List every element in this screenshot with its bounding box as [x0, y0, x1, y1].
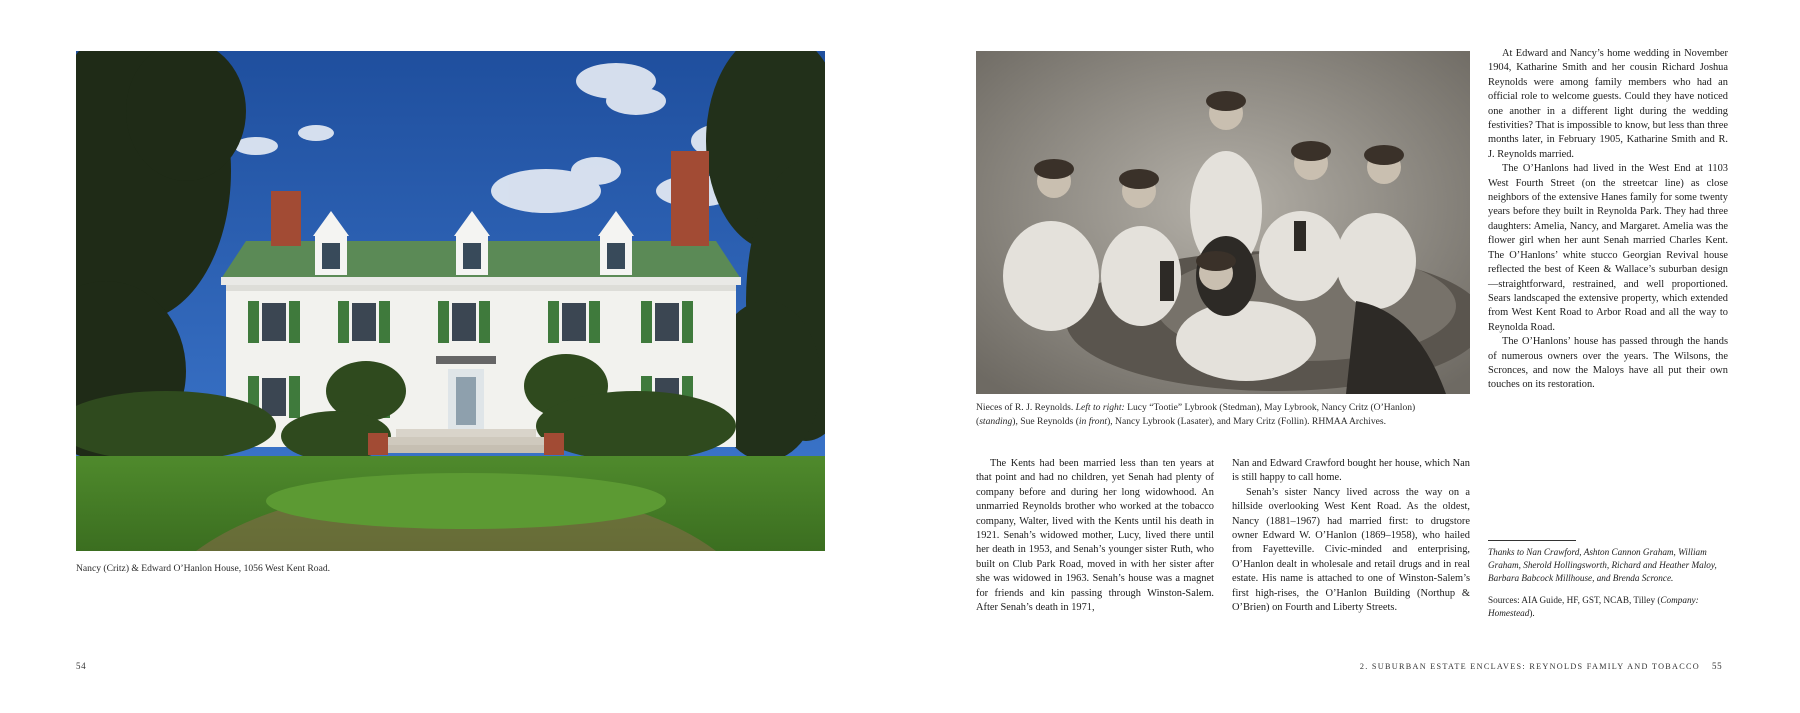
notes-block	[1488, 546, 1728, 628]
caption-part: ), Sue Reynolds (	[1012, 415, 1079, 427]
caption-part: Nieces of R. J. Reynolds.	[976, 402, 1076, 413]
running-head: 2. SUBURBAN ESTATE ENCLAVES: REYNOLDS FAMILY AND TOBACCO	[1359, 662, 1700, 671]
caption-part: standing	[979, 415, 1013, 427]
text-column-left	[976, 457, 1214, 615]
caption-part: in front	[1078, 415, 1108, 427]
notes-rule	[1488, 540, 1576, 541]
sources-part: Company: Homestead	[1488, 594, 1699, 618]
paragraph: Nan and Edward Crawford bought her house, which Nan is still happy to call home.	[1232, 458, 1470, 484]
paragraph: The O’Hanlons had lived in the West End at 1103 West Fourth Street (on the streetcar line) as close neighbors of the extensive Hanes family for some twenty years before they built in Reynolda Park. They had three daughters: Amelia, Nancy, and Margaret. Amelia was the flower girl when her aunt Senah married Charles Kent. The O’Hanlons’ white stucco Georgian Revival house reflected the best of Keen & Wallace’s suburban design—straightforward, restrained, and well proportioned. Sears landscaped the extensive property, which extended from West Kent Road to Arbor Road and all the way to Reynolda Road.	[1488, 163, 1728, 333]
sources-part: Sources: AIA Guide, HF, GST, NCAB, Tilley (	[1488, 594, 1661, 605]
paragraph: The O’Hanlons’ house has passed through the hands of numerous owners over the years. The Wilsons, the Scronces, and now the Maloys have all put their own touches on its restoration.	[1488, 336, 1728, 391]
paragraph: Senah’s sister Nancy lived across the way on a hillside overlooking West Kent Road. As the oldest, Nancy (1881–1967) had married first: to drugstore owner Edward W. O’Hanlon (1869–1958), who hailed from Fayetteville. Civic-minded and enterprising, O’Hanlon dealt in wholesale and retail drugs and in real estate. His name is attached to one of Winston-Salem’s first high-rises, the O’Hanlon Building (Northup & O’Brien) on Fourth and Liberty Streets.	[1232, 486, 1470, 614]
sources-part: ).	[1529, 607, 1535, 618]
page-number-left: 54	[76, 661, 87, 671]
text-column-middle	[1232, 457, 1470, 615]
paragraph: The Kents had been married less than ten years at that point and had no children, yet Senah had plenty of company before and during her long widowhood. An unmarried Reynolds brother who worked at the tobacco company, Walter, lived with the Kents until his death in 1921. Senah’s widowed mother, Lucy, lived there until her death in 1953, and Senah’s younger sister Ruth, who built on Club Park Road, moved in with her sister after she was widowed in 1963. Senah’s house was a magnet for friends and kin passing through Winston-Salem. After Senah’s death in 1971,	[976, 458, 1214, 614]
caption-part: Left to right:	[1075, 402, 1125, 413]
house-photo-caption: Nancy (Critz) & Edward O’Hanlon House, 1056 West Kent Road.	[76, 563, 331, 574]
text-column-right-top	[1488, 47, 1728, 393]
sources-note	[1488, 594, 1728, 620]
nieces-photo-caption	[976, 401, 1446, 428]
paragraph: At Edward and Nancy’s home wedding in November 1904, Katharine Smith and her cousin Richard Joshua Reynolds were among family members who had an official role to welcome guests. Could they have noticed one another in a different light during the wedding festivities? That is impossible to know, but less than three months later, in February 1905, Katharine Smith and R. J. Reynolds married.	[1488, 48, 1728, 160]
thanks-note: Thanks to Nan Crawford, Ashton Cannon Graham, William Graham, Sherold Hollingsworth, Richard and Heather Maloy, Barbara Babcock Millhouse, and Brenda Scronce.	[1488, 547, 1717, 584]
page-number-right: 55	[1712, 661, 1723, 671]
caption-part: ), Nancy Lybrook (Lasater), and Mary Critz (Follin). RHMAA Archives.	[1107, 415, 1387, 427]
nieces-photo	[976, 51, 1470, 394]
house-photo	[76, 51, 825, 551]
caption-part: Lucy “Tootie” Lybrook (Stedman), May Lybrook, Nancy Critz (O’Hanlon) (	[976, 402, 1416, 427]
